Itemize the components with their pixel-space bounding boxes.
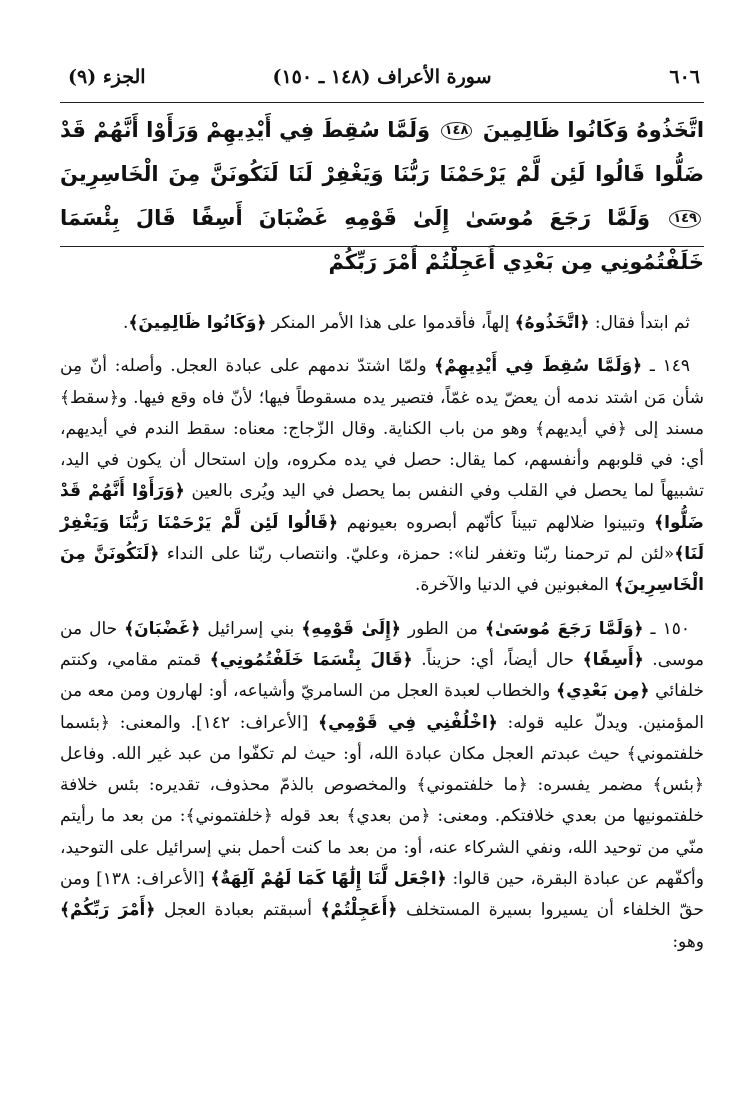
paragraph-text: [الأعراف: ١٣٨] ومن حقّ الخلفاء أن يسيروا بسيرة المستخلف (60, 869, 705, 921)
quran-quote: ﴿إِلَىٰ قَوْمِهِ﴾ (301, 618, 401, 639)
commentary-paragraph (60, 351, 704, 601)
paragraph-text: وهو: (672, 931, 704, 952)
header-divider (60, 102, 704, 103)
quran-quote: ﴿مِن بَعْدِي﴾ (556, 681, 650, 702)
paragraph-text: ثم ابتدأ فقال: (589, 313, 690, 333)
verse-segment: وَلَمَّا رَجَعَ مُوسَىٰ إِلَىٰ قَوْمِهِ غَضْبَانَ أَسِفًا قَالَ بِئْسَمَا خَلَفْتُمُونِي مِن بَعْدِي أَعَجِلْتُمْ أَمْرَ رَبِّكُمْ (60, 206, 704, 274)
verse-segment: وَلَمَّا سُقِطَ فِي أَيْدِيهِمْ وَرَأَوْا أَنَّهُمْ قَدْ ضَلُّوا قَالُوا لَئِن لَّمْ يَرْحَمْنَا رَبُّنَا وَيَغْفِرْ لَنَا لَنَكُونَنَّ مِنَ الْخَاسِرِينَ (60, 118, 704, 186)
paragraph-text: [الأعراف: ١٤٢]. والمعنى: ﴿بئسما خلفتموني﴾ حيث عبدتم العجل مكان عبادة الله، أو: حيث لم تكفّوا من عبد غير الله. وفاعل ﴿بئس﴾ مضمر يفسره: ﴿ما خلفتموني﴾ والمخصوص بالذمّ محذوف، تقديره: بئس خلافة خلفتمونيها من بعدي خلافتكم. ومعنى: ﴿من بعدي﴾ بعد قوله ﴿خلفتموني﴾: من بعد ما رأيتم منّي من توحيد الله، ونفي الشركاء عنه، أو: من بعد ما كنت أحمل بني إسرائيل على التوحيد، وأكفّهم عن عبادة البقرة، حين قالوا: (60, 712, 704, 890)
quran-quote: ﴿أَمْرَ رَبِّكُمْ﴾ (60, 900, 156, 921)
quran-quote: ﴿اخْلُفْنِي فِي قَوْمِي﴾ (318, 712, 498, 733)
paragraph-text: حال أيضاً، أي: حزيناً. (412, 649, 583, 670)
paragraph-text: ١٥٠ ـ (643, 618, 690, 639)
commentary (60, 308, 704, 970)
commentary-paragraph (60, 308, 704, 339)
paragraph-text: إلهاً، فأقدموا على هذا الأمر المنكر (266, 313, 515, 333)
quran-quote: ﴿قَالَ بِئْسَمَا خَلَفْتُمُونِي﴾ (209, 649, 413, 670)
quran-quote: ﴿وَكَانُوا ظَالِمِينَ﴾ (128, 313, 267, 333)
quran-quote: ﴿غَضْبَانَ﴾ (124, 618, 201, 639)
paragraph-text: أسبقتم بعبادة العجل (155, 900, 321, 921)
quran-quote: ﴿وَلَمَّا سُقِطَ فِي أَيْدِيهِمْ﴾ (434, 356, 643, 377)
paragraph-text: وتبينوا ضلالهم تبيناً كأنّهم أبصروه بعيونهم (338, 512, 655, 533)
part-label: الجزء (٩) (68, 66, 146, 88)
verse-segment: اتَّخَذُوهُ وَكَانُوا ظَالِمِينَ (482, 118, 705, 142)
paragraph-text: المغبونين في الدنيا والآخرة. (414, 575, 615, 596)
quran-quote: ﴿اتَّخَذُوهُ﴾ (514, 313, 590, 333)
quran-quote: ﴿لَنَكُونَنَّ مِنَ الْخَاسِرِينَ﴾ (60, 544, 704, 596)
quran-quote: ﴿قَالُوا لَئِن لَّمْ يَرْحَمْنَا رَبُّنَا وَيَغْفِرْ لَنَا﴾ (60, 512, 704, 565)
quran-verses (60, 108, 704, 284)
paragraph-text: بني إسرائيل (200, 618, 302, 639)
paragraph-text: ١٤٩ ـ (642, 356, 690, 377)
surah-title: سورة الأعراف (١٤٨ ـ ١٥٠) (272, 66, 492, 88)
quran-quote: ﴿أَعَجِلْتُمْ﴾ (320, 900, 398, 921)
page-number: ٦٠٦ (669, 66, 700, 88)
paragraph-text: من الطور (400, 618, 485, 639)
paragraph-text: ولمّا اشتدّ ندمهم على عبادة العجل. وأصله: أنّ مِن شأن مَن اشتد ندمه أن يعضّ يده غمّاً، فتصير يده مسقوطاً فيها؛ لأنّ فاه وقع فيها. و﴿سقط﴾ مسند إلى ﴿في أيديهم﴾ وهو من باب الكناية. وقال الزّجاج: معناه: سقط الندم في أيديهم، أي: في قلوبهم وأنفسهم، كما يقال: حصل في يده مكروه، وإن استحال أن يكون في اليد، تشبيهاً لما يحصل في القلب وفي النفس بما يحصل في اليد ويُرى بالعين (60, 356, 705, 502)
quran-quote: ﴿أَسِفًا﴾ (582, 649, 644, 670)
paragraph-text: . (123, 313, 129, 333)
page-header (60, 60, 704, 94)
paragraph-text: قمتم مقامي، وكنتم خلفائي (60, 649, 704, 702)
verses-divider (60, 246, 704, 247)
quran-quote: ﴿وَلَمَّا رَجَعَ مُوسَىٰ﴾ (484, 618, 644, 639)
quran-quote: ﴿وَرَأَوْا أَنَّهُمْ قَدْ ضَلُّوا﴾ (60, 481, 704, 533)
verse-number-marker: ١٤٨ (441, 122, 473, 140)
paragraph-text: والخطاب لعبدة العجل من السامريّ وأشياعه، أو: لهارون ومن معه من المؤمنين. ويدلّ عليه قوله: (60, 681, 704, 733)
page (60, 46, 704, 1086)
commentary-paragraph (60, 614, 704, 958)
quran-quote: ﴿اجْعَل لَّنَا إِلَٰهًا كَمَا لَهُمْ آلِهَةٌ﴾ (210, 869, 447, 890)
paragraph-text: «لئن لم ترحمنا ربّنا وتغفر لنا»: حمزة، وعليّ. وانتصاب ربّنا على النداء (159, 544, 675, 565)
paragraph-text: حال من موسى. (60, 618, 705, 670)
verse-number-marker: ١٤٩ (669, 210, 701, 228)
